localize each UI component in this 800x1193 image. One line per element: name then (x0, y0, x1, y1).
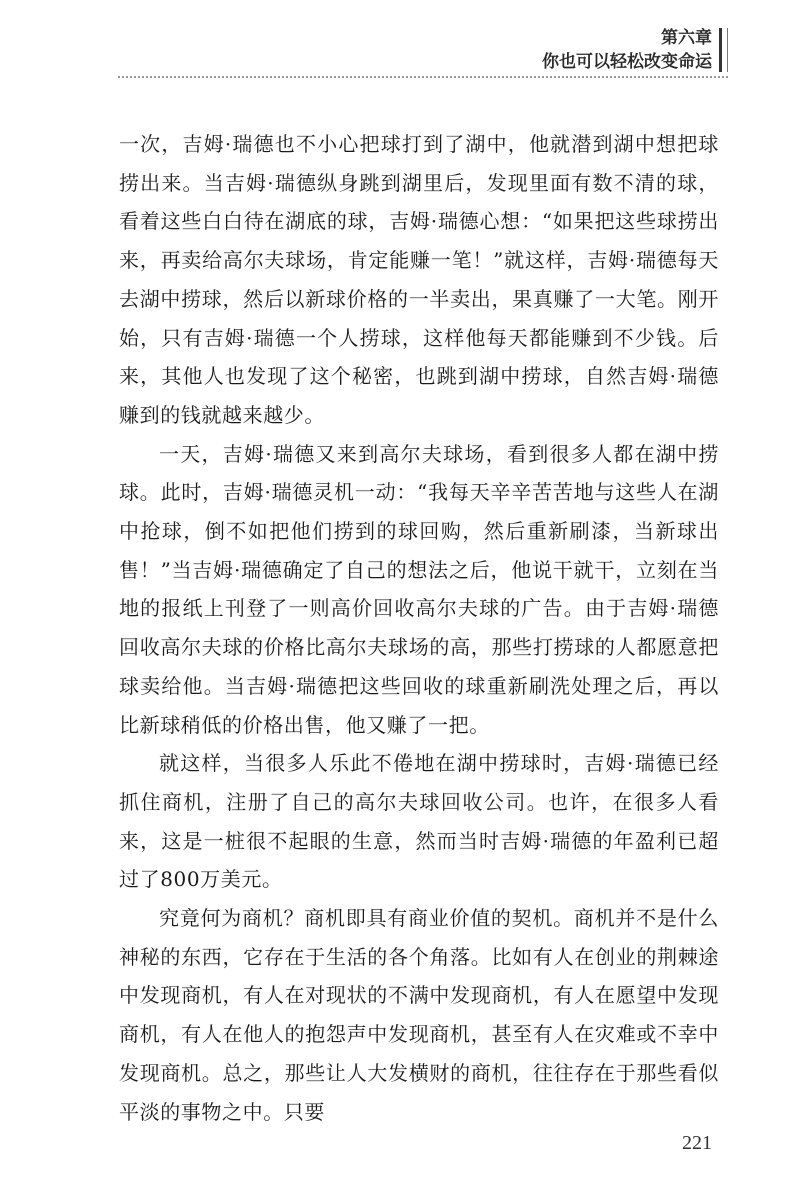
paragraph: 一天，吉姆·瑞德又来到高尔夫球场，看到很多人都在湖中捞球。此时，吉姆·瑞德灵机一动：“我每天辛辛苦苦地与这些人在湖中抢球，倒不如把他们捞到的球回购，然后重新刷漆，当新球出售！”当吉姆·瑞德确定了自己的想法之后，他说干就干，立刻在当地的报纸上刊登了一则高价回收高尔夫球的广告。由于吉姆·瑞德回收高尔夫球的价格比高尔夫球场的高，那些打捞球的人都愿意把球卖给他。当吉姆·瑞德把这些回收的球重新刷洗处理之后，再以比新球稍低的价格出售，他又赚了一把。 (119, 441, 719, 737)
paragraph: 就这样，当很多人乐此不倦地在湖中捞球时，吉姆·瑞德已经抓住商机，注册了自己的高尔夫球回收公司。也许，在很多人看来，这是一桩很不起眼的生意，然而当时吉姆·瑞德的年盈利已超过了800万美元。 (119, 751, 719, 892)
chapter-title: 你也可以轻松改变命运 (542, 52, 712, 72)
header-bar (719, 28, 722, 72)
paragraph: 究竟何为商机？商机即具有商业价值的契机。商机并不是什么神秘的东西，它存在于生活的各个角落。比如有人在创业的荆棘途中发现商机，有人在对现状的不满中发现商机，有人在愿望中发现商机，有人在他人的抱怨声中发现商机，甚至有人在灾难或不幸中发现商机。总之，那些让人大发横财的商机，往往存在于那些看似平淡的事物之中。只要 (119, 906, 719, 1124)
page-number: 221 (682, 1132, 712, 1154)
paragraph: 一次，吉姆·瑞德也不小心把球打到了湖中，他就潜到湖中想把球捞出来。当吉姆·瑞德纵身跳到湖里后，发现里面有数不清的球，看着这些白白待在湖底的球，吉姆·瑞德心想：“如果把这些球捞出来，再卖给高尔夫球场，肯定能赚一笔！”就这样，吉姆·瑞德每天去湖中捞球，然后以新球价格的一半卖出，果真赚了一大笔。刚开始，只有吉姆·瑞德一个人捞球，这样他每天都能赚到不少钱。后来，其他人也发现了这个秘密，也跳到湖中捞球，自然吉姆·瑞德赚到的钱就越来越少。 (119, 132, 719, 427)
header-bar-thin (727, 28, 728, 72)
body-text (119, 125, 719, 1131)
chapter-label: 第六章 (661, 28, 712, 48)
running-header (542, 26, 712, 74)
header-divider (118, 76, 728, 78)
